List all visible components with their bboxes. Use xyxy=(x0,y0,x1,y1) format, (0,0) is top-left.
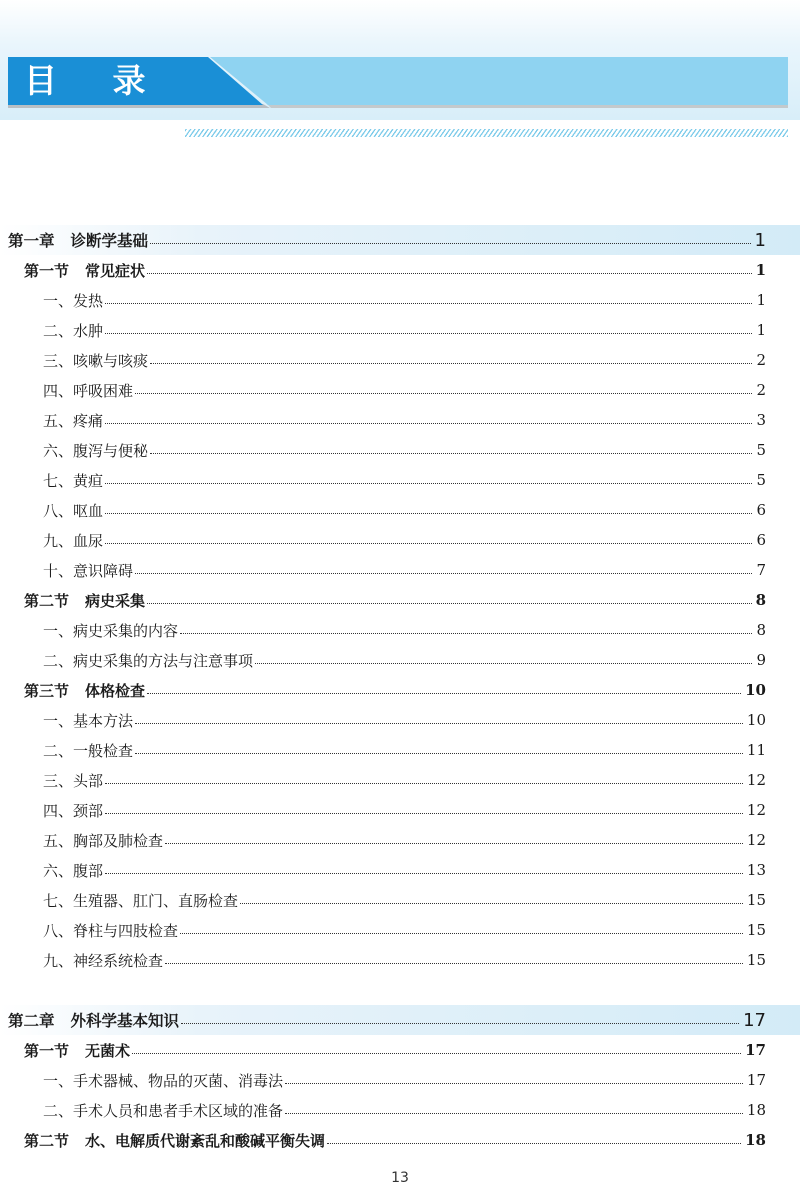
item-title: 十、意识障碍 xyxy=(43,561,134,580)
item-title: 八、呕血 xyxy=(43,501,104,520)
toc-chapter[interactable] xyxy=(0,1005,800,1035)
toc-item-label xyxy=(43,770,103,791)
toc-section-label xyxy=(24,590,145,611)
dot-leader xyxy=(327,1143,741,1144)
dot-leader xyxy=(135,753,743,754)
dot-leader xyxy=(135,393,752,394)
dot-leader xyxy=(105,513,752,514)
toc-item[interactable] xyxy=(0,345,800,375)
item-title: 一、发热 xyxy=(43,291,104,310)
toc-item[interactable] xyxy=(0,495,800,525)
item-title: 七、黄疸 xyxy=(43,471,104,490)
toc-item[interactable] xyxy=(0,855,800,885)
item-title: 二、水肿 xyxy=(43,321,104,340)
toc-item-label xyxy=(43,800,103,821)
toc-item-page: 17 xyxy=(746,1071,766,1089)
section-title: 无菌术 xyxy=(85,1041,131,1060)
toc-item[interactable] xyxy=(0,945,800,975)
chapter-number: 第二章 xyxy=(8,1012,55,1030)
toc-item[interactable] xyxy=(0,795,800,825)
toc-item[interactable] xyxy=(0,765,800,795)
toc-item[interactable] xyxy=(0,885,800,915)
toc-item[interactable] xyxy=(0,375,800,405)
toc-item-page: 12 xyxy=(746,831,766,849)
toc-item-label xyxy=(43,740,133,761)
toc-item-page: 1 xyxy=(756,291,766,309)
toc-item-page: 6 xyxy=(756,501,766,519)
toc-section-page: 10 xyxy=(745,681,766,699)
dot-leader xyxy=(105,543,752,544)
item-title: 二、病史采集的方法与注意事项 xyxy=(43,651,254,670)
item-title: 五、疼痛 xyxy=(43,411,104,430)
toc-section-label xyxy=(24,260,145,281)
section-number: 第二节 xyxy=(24,1131,70,1150)
toc-item-page: 3 xyxy=(756,411,766,429)
toc-item[interactable] xyxy=(0,435,800,465)
toc-item-label xyxy=(43,920,178,941)
item-title: 四、颈部 xyxy=(43,801,104,820)
toc-item-page: 6 xyxy=(756,531,766,549)
chapter-title: 外科学基本知识 xyxy=(70,1012,180,1030)
toc-item-label xyxy=(43,650,253,671)
toc-item-page: 5 xyxy=(756,471,766,489)
toc-item[interactable] xyxy=(0,285,800,315)
toc-section-page: 1 xyxy=(755,261,766,279)
toc-item-page: 15 xyxy=(746,921,766,939)
toc-item[interactable] xyxy=(0,825,800,855)
section-title: 体格检查 xyxy=(85,681,146,700)
toc-item-label xyxy=(43,860,103,881)
toc-section[interactable] xyxy=(0,255,800,285)
toc-item[interactable] xyxy=(0,645,800,675)
toc-item-label xyxy=(43,1070,283,1091)
item-title: 一、基本方法 xyxy=(43,711,134,730)
dot-leader xyxy=(150,243,751,244)
dot-leader xyxy=(147,603,752,604)
dot-leader xyxy=(105,873,743,874)
toc-item-page: 15 xyxy=(746,951,766,969)
toc-item-label xyxy=(43,830,163,851)
item-title: 九、神经系统检查 xyxy=(43,951,164,970)
item-title: 六、腹泻与便秘 xyxy=(43,441,149,460)
toc-section[interactable] xyxy=(0,1125,800,1155)
dot-leader xyxy=(150,453,752,454)
page-number: 13 xyxy=(391,1170,409,1186)
toc-item-page: 7 xyxy=(756,561,766,579)
toc-item-page: 1 xyxy=(756,321,766,339)
dot-leader xyxy=(240,903,743,904)
dot-leader xyxy=(135,723,743,724)
item-title: 七、生殖器、肛门、直肠检查 xyxy=(43,891,239,910)
dot-leader xyxy=(105,783,743,784)
toc-item-page: 18 xyxy=(746,1101,766,1119)
toc-item-page: 11 xyxy=(746,741,766,759)
item-title: 一、病史采集的内容 xyxy=(43,621,179,640)
toc-section[interactable] xyxy=(0,585,800,615)
dot-leader xyxy=(105,303,752,304)
dot-leader xyxy=(165,963,743,964)
dot-leader xyxy=(147,273,752,274)
toc-item[interactable] xyxy=(0,525,800,555)
toc-item[interactable] xyxy=(0,555,800,585)
dot-leader xyxy=(285,1113,743,1114)
item-title: 二、一般检查 xyxy=(43,741,134,760)
toc-item-page: 15 xyxy=(746,891,766,909)
toc-item-label xyxy=(43,470,103,491)
decorative-hatch-bar xyxy=(185,129,788,137)
toc-item-page: 13 xyxy=(746,861,766,879)
toc-item-label xyxy=(43,710,133,731)
page-title: 目 录 xyxy=(24,61,168,100)
toc-section[interactable] xyxy=(0,1035,800,1065)
toc-item-page: 10 xyxy=(746,711,766,729)
header-light-strip xyxy=(210,57,788,105)
toc-item[interactable] xyxy=(0,735,800,765)
toc-item[interactable] xyxy=(0,615,800,645)
toc-section-page: 17 xyxy=(745,1041,766,1059)
toc-item-label xyxy=(43,620,178,641)
item-title: 四、呼吸困难 xyxy=(43,381,134,400)
toc-item-page: 12 xyxy=(746,801,766,819)
chapter-number: 第一章 xyxy=(8,232,55,250)
toc-item[interactable] xyxy=(0,1095,800,1125)
toc-item[interactable] xyxy=(0,315,800,345)
dot-leader xyxy=(105,483,752,484)
section-title: 病史采集 xyxy=(85,591,146,610)
section-number: 第三节 xyxy=(24,681,70,700)
toc-item[interactable] xyxy=(0,465,800,495)
toc-chapter-label xyxy=(8,1009,179,1031)
dot-leader xyxy=(180,933,743,934)
section-title: 水、电解质代谢紊乱和酸碱平衡失调 xyxy=(85,1131,326,1150)
item-title: 九、血尿 xyxy=(43,531,104,550)
toc-item-label xyxy=(43,890,238,911)
toc-item-label xyxy=(43,530,103,551)
toc-item-label xyxy=(43,290,103,311)
chapter-title: 诊断学基础 xyxy=(70,232,149,250)
dot-leader xyxy=(132,1053,741,1054)
dot-leader xyxy=(147,693,741,694)
toc-item-page: 5 xyxy=(756,441,766,459)
dot-leader xyxy=(180,633,752,634)
toc-section[interactable] xyxy=(0,675,800,705)
item-title: 三、头部 xyxy=(43,771,104,790)
toc-section-label xyxy=(24,680,145,701)
toc-item-page: 2 xyxy=(756,381,766,399)
toc-chapter-page: 17 xyxy=(743,1009,766,1031)
toc-chapter[interactable] xyxy=(0,225,800,255)
toc-item-page: 12 xyxy=(746,771,766,789)
toc-chapter-label xyxy=(8,229,148,251)
toc-section-page: 18 xyxy=(745,1131,766,1149)
toc-item[interactable] xyxy=(0,405,800,435)
item-title: 八、脊柱与四肢检查 xyxy=(43,921,179,940)
toc-item-page: 8 xyxy=(756,621,766,639)
item-title: 五、胸部及肺检查 xyxy=(43,831,164,850)
toc-section-label xyxy=(24,1130,325,1151)
dot-leader xyxy=(150,363,752,364)
item-title: 三、咳嗽与咳痰 xyxy=(43,351,149,370)
section-title: 常见症状 xyxy=(85,261,146,280)
dot-leader xyxy=(165,843,743,844)
section-number: 第一节 xyxy=(24,1041,70,1060)
toc-chapter-page: 1 xyxy=(754,229,766,251)
toc-item[interactable] xyxy=(0,915,800,945)
toc-item-label xyxy=(43,560,133,581)
toc-item-label xyxy=(43,380,133,401)
toc-item[interactable] xyxy=(0,705,800,735)
toc-item-label xyxy=(43,500,103,521)
toc-item-label xyxy=(43,950,163,971)
item-title: 一、手术器械、物品的灭菌、消毒法 xyxy=(43,1071,284,1090)
dot-leader xyxy=(285,1083,743,1084)
section-number: 第一节 xyxy=(24,261,70,280)
toc-item-label xyxy=(43,440,148,461)
toc-item-label xyxy=(43,320,103,341)
dot-leader xyxy=(105,333,752,334)
toc-item-label xyxy=(43,410,103,431)
item-title: 二、手术人员和患者手术区域的准备 xyxy=(43,1101,284,1120)
dot-leader xyxy=(105,423,752,424)
item-title: 六、腹部 xyxy=(43,861,104,880)
dot-leader xyxy=(181,1023,739,1024)
toc-item-page: 9 xyxy=(756,651,766,669)
toc-item-label xyxy=(43,350,148,371)
toc-item-label xyxy=(43,1100,283,1121)
dot-leader xyxy=(105,813,743,814)
dot-leader xyxy=(135,573,752,574)
section-number: 第二节 xyxy=(24,591,70,610)
toc-item[interactable] xyxy=(0,1065,800,1095)
dot-leader xyxy=(255,663,752,664)
toc-section-label xyxy=(24,1040,130,1061)
toc-item-page: 2 xyxy=(756,351,766,369)
toc-section-page: 8 xyxy=(755,591,766,609)
